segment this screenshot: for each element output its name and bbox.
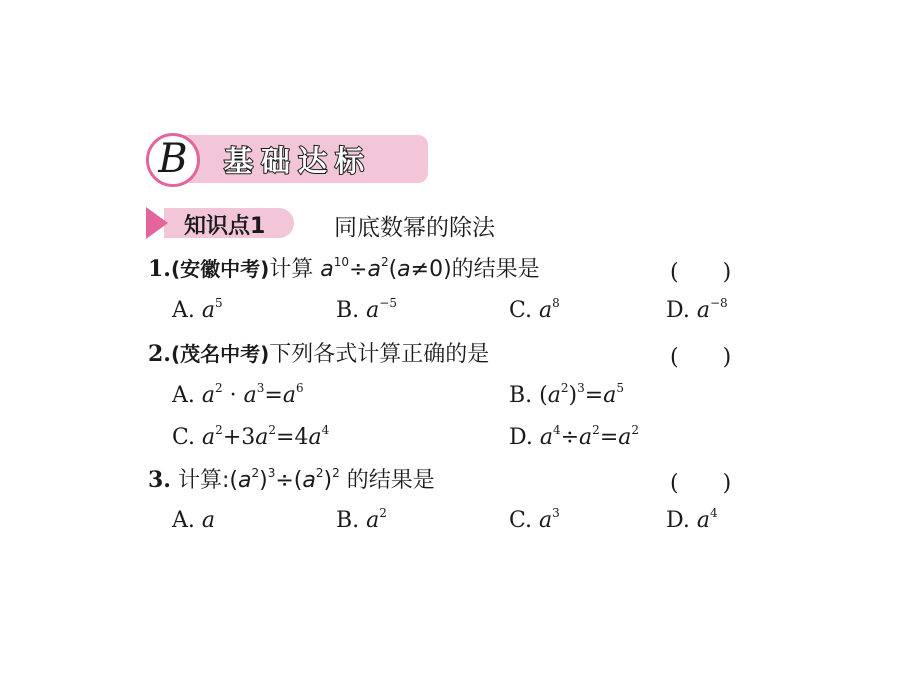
knowledge-point-topic: 同底数幂的除法 [334,215,495,241]
option-b: B. $a^2$ [336,505,387,533]
knowledge-point-label: 知识点1 [184,214,266,239]
option-d: D. $a^4$ [666,505,718,533]
question-1 [148,254,540,285]
option-d: D. $a^4\div a^2=a^2$ [509,422,640,450]
option-a: A. a [172,508,215,533]
question-number: 3. [148,467,171,493]
section-letter: B [158,136,188,182]
question-source: (安徽中考) [170,257,270,281]
option-d: D. $a^{-8}$ [666,295,728,323]
option-c: C. $a^2+3a^2=4a^4$ [172,422,330,450]
option-a: A. $a^2 \cdot a^3=a^6$ [172,380,304,408]
option-b: B. $a^{-5}$ [336,295,397,323]
option-c: C. $a^8$ [509,295,560,323]
option-c: C. $a^3$ [509,505,560,533]
question-number: 1. [148,256,171,282]
option-a: A. $a^5$ [172,295,223,323]
option-b: B. $(a^2)^3=a^5$ [509,380,624,408]
play-arrow-icon [146,207,168,239]
question-2 [148,339,489,370]
question-stem: 计算 $a^{10}\div a^2(a\ne 0)$的结果是 [269,254,540,282]
section-banner [146,133,428,187]
question-source: (茂名中考) [170,342,270,366]
answer-blank: ( ) [670,260,732,285]
answer-blank: ( ) [670,345,732,370]
question-stem: 计算$:(a^2)^3\div(a^2)^2$ 的结果是 [177,465,435,493]
question-number: 2. [148,341,171,367]
question-3 [148,465,435,496]
answer-blank: ( ) [670,471,732,496]
section-title: 基础达标 [224,144,373,178]
question-stem: 下列各式计算正确的是 [269,342,490,367]
